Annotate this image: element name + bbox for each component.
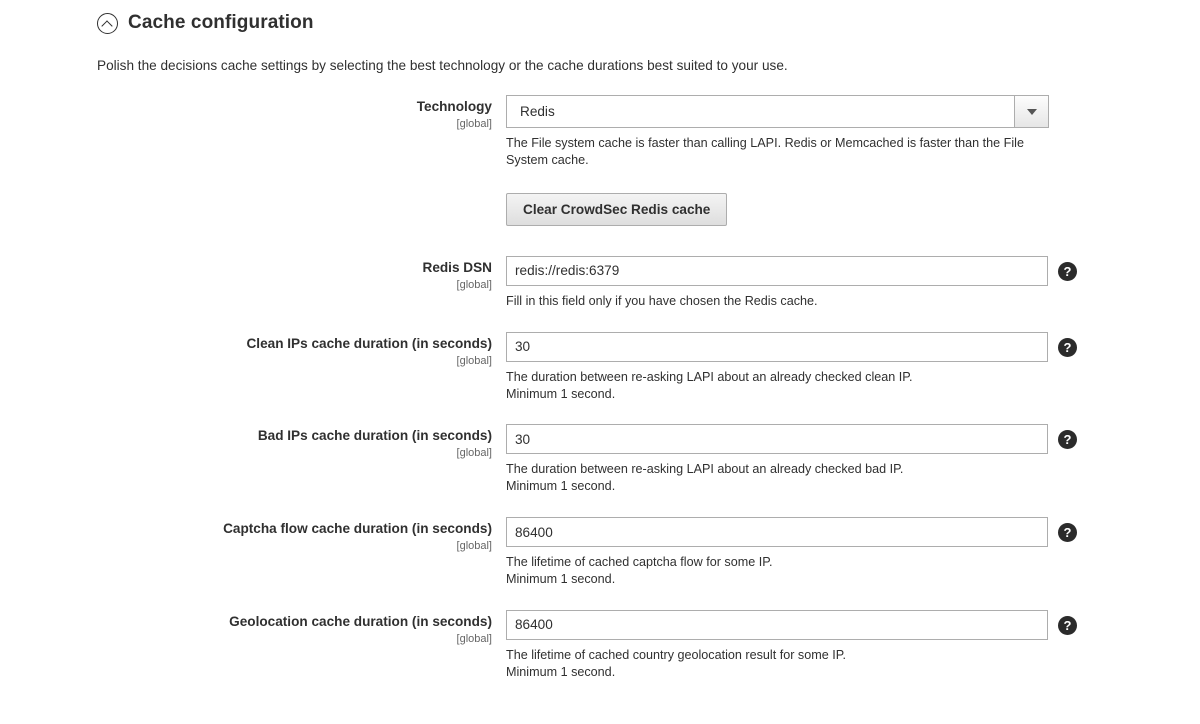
technology-help — [506, 135, 1066, 169]
help-icon[interactable]: ? — [1058, 523, 1077, 542]
bad-ips-field-col — [506, 424, 1200, 495]
captcha-flow-help — [506, 554, 1066, 588]
technology-select[interactable] — [506, 95, 1049, 128]
captcha-flow-cache-duration-input[interactable] — [506, 517, 1048, 547]
technology-field-col — [506, 95, 1200, 226]
section-description: Polish the decisions cache settings by selecting the best technology or the cache durations best suited to your use. — [97, 58, 788, 73]
bad-ips-help — [506, 461, 1066, 495]
geolocation-label-col — [0, 610, 506, 645]
clean-ips-cache-duration-input[interactable] — [506, 332, 1048, 362]
form-row-geolocation-cache-duration — [0, 610, 1200, 681]
redis-dsn-label: Redis DSN — [422, 259, 492, 275]
captcha-flow-field-line — [506, 517, 1200, 547]
technology-help-line2: System cache. — [506, 152, 589, 167]
form-row-bad-ips-cache-duration — [0, 424, 1200, 495]
clear-cache-row — [506, 193, 1200, 226]
geolocation-cache-duration-label: Geolocation cache duration (in seconds) — [229, 613, 492, 629]
clean-ips-label-col — [0, 332, 506, 367]
captcha-flow-field-col — [506, 517, 1200, 588]
form-row-captcha-flow-cache-duration — [0, 517, 1200, 588]
clean-ips-help — [506, 369, 1066, 403]
geolocation-help-line2: Minimum 1 second. — [506, 664, 616, 679]
spacer — [0, 495, 1200, 517]
captcha-flow-cache-duration-scope: [global] — [456, 540, 492, 553]
help-icon[interactable]: ? — [1058, 338, 1077, 357]
technology-label: Technology — [416, 99, 492, 114]
cache-configuration-form — [0, 95, 1200, 681]
redis-dsn-field-col — [506, 256, 1200, 310]
chevron-up-circle-icon[interactable] — [97, 13, 118, 34]
technology-scope: [global] — [456, 117, 492, 130]
technology-field-line — [506, 95, 1200, 128]
redis-dsn-label-col — [0, 256, 506, 291]
spacer — [0, 588, 1200, 610]
bad-ips-label-col — [0, 424, 506, 459]
captcha-flow-help-line2: Minimum 1 second. — [506, 572, 616, 586]
redis-dsn-field-line — [506, 256, 1200, 286]
technology-help-line1: The File system cache is faster than calling LAPI. Redis or Memcached is faster than the File — [506, 136, 1024, 150]
help-icon[interactable]: ? — [1058, 430, 1077, 449]
clean-ips-help-line1: The duration between re-asking LAPI about an already checked clean IP. — [506, 369, 913, 384]
geolocation-help-line1: The lifetime of cached country geolocation result for some IP. — [506, 647, 846, 662]
page-title: Cache configuration — [128, 12, 314, 33]
geolocation-help — [506, 647, 1066, 681]
clean-ips-help-line2: Minimum 1 second. — [506, 386, 616, 401]
help-icon[interactable]: ? — [1058, 616, 1077, 635]
form-row-redis-dsn — [0, 256, 1200, 310]
geolocation-cache-duration-input[interactable] — [506, 610, 1048, 640]
captcha-flow-help-line1: The lifetime of cached captcha flow for some IP. — [506, 555, 773, 570]
spacer — [0, 310, 1200, 332]
clean-ips-cache-duration-scope: [global] — [456, 354, 492, 367]
chevron-down-icon[interactable] — [1014, 96, 1048, 127]
bad-ips-help-line1: The duration between re-asking LAPI about an already checked bad IP. — [506, 462, 904, 477]
technology-label-col — [0, 95, 506, 130]
section-header — [0, 0, 1200, 34]
form-row-technology — [0, 95, 1200, 226]
redis-dsn-scope: [global] — [456, 278, 492, 291]
help-icon[interactable]: ? — [1058, 262, 1077, 281]
geolocation-field-col — [506, 610, 1200, 681]
captcha-flow-cache-duration-label: Captcha flow cache duration (in seconds) — [223, 521, 492, 537]
bad-ips-cache-duration-scope: [global] — [456, 447, 492, 460]
clean-ips-cache-duration-label: Clean IPs cache duration (in seconds) — [246, 335, 492, 351]
form-row-clean-ips-cache-duration — [0, 332, 1200, 403]
spacer — [0, 402, 1200, 424]
bad-ips-help-line2: Minimum 1 second. — [506, 479, 616, 494]
redis-dsn-input[interactable] — [506, 256, 1048, 286]
clean-ips-field-line — [506, 332, 1200, 362]
technology-select-value: Redis — [520, 104, 555, 119]
clean-ips-field-col — [506, 332, 1200, 403]
geolocation-field-line — [506, 610, 1200, 640]
bad-ips-cache-duration-label: Bad IPs cache duration (in seconds) — [257, 428, 492, 444]
geolocation-cache-duration-scope: [global] — [456, 632, 492, 645]
bad-ips-cache-duration-input[interactable] — [506, 424, 1048, 454]
spacer — [0, 226, 1200, 256]
clear-crowdsec-redis-cache-button[interactable]: Clear CrowdSec Redis cache — [506, 193, 727, 226]
redis-dsn-help-line1: Fill in this field only if you have chosen the Redis cache. — [506, 293, 818, 308]
redis-dsn-help — [506, 293, 1066, 310]
bad-ips-field-line — [506, 424, 1200, 454]
captcha-flow-label-col — [0, 517, 506, 552]
